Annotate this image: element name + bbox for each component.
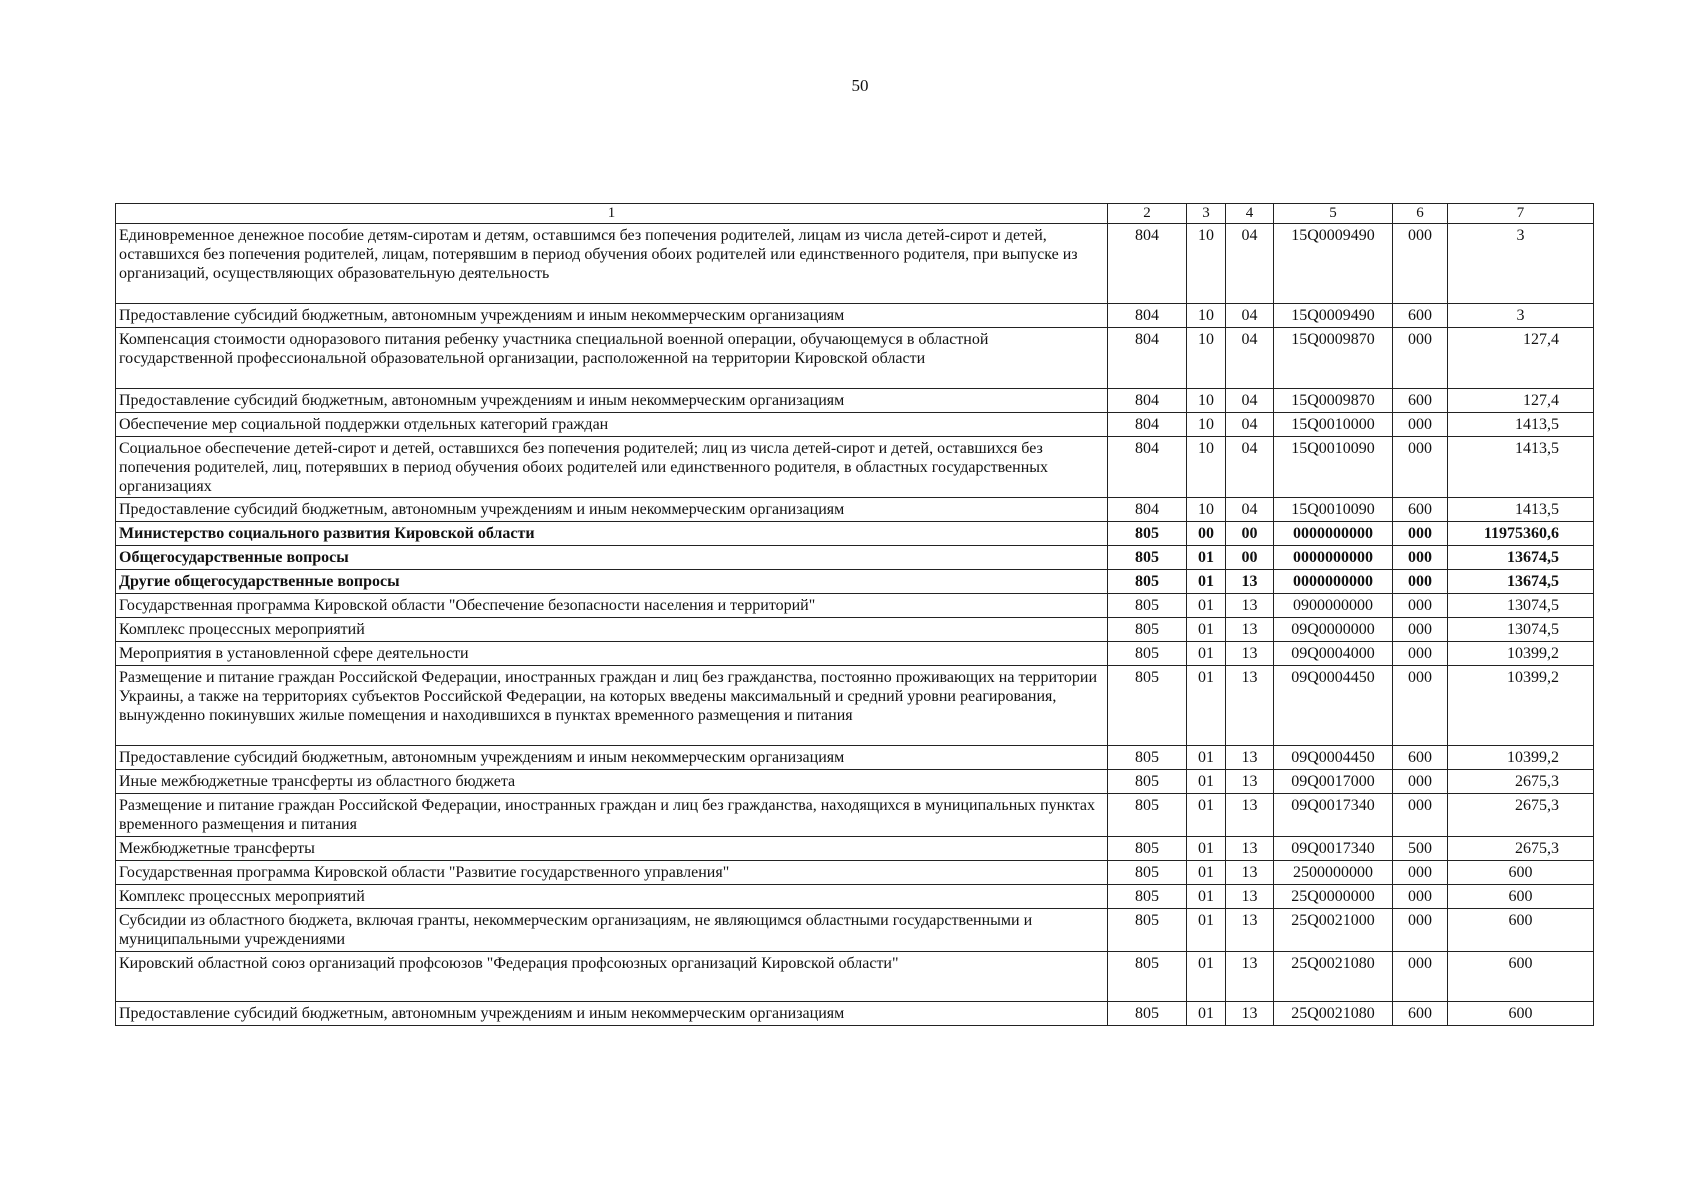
cell-subsection-code: 13 — [1226, 666, 1274, 746]
cell-ministry-code: 804 — [1108, 304, 1187, 328]
cell-expense-type: 000 — [1393, 570, 1448, 594]
cell-ministry-code: 805 — [1108, 1002, 1187, 1026]
cell-target-article: 09Q0017340 — [1274, 837, 1393, 861]
row-name-cell: Предоставление субсидий бюджетным, автономным учреждениям и иным некоммерческим организациям — [116, 746, 1108, 770]
cell-target-article: 15Q0009490 — [1274, 304, 1393, 328]
row-name-cell: Министерство социального развития Кировской области — [116, 522, 1108, 546]
cell-amount: 600 — [1448, 885, 1594, 909]
cell-target-article: 09Q0000000 — [1274, 618, 1393, 642]
cell-ministry-code: 804 — [1108, 437, 1187, 498]
cell-ministry-code: 805 — [1108, 952, 1187, 1002]
cell-amount: 10399,2 — [1448, 746, 1594, 770]
cell-section-code: 01 — [1187, 885, 1226, 909]
cell-expense-type: 000 — [1393, 618, 1448, 642]
cell-section-code: 01 — [1187, 618, 1226, 642]
cell-target-article: 25Q0021080 — [1274, 1002, 1393, 1026]
row-name-cell: Комплекс процессных мероприятий — [116, 618, 1108, 642]
cell-section-code: 10 — [1187, 413, 1226, 437]
cell-section-code: 01 — [1187, 570, 1226, 594]
row-name-cell: Предоставление субсидий бюджетным, автономным учреждениям и иным некоммерческим организациям — [116, 498, 1108, 522]
cell-section-code: 01 — [1187, 837, 1226, 861]
cell-expense-type: 000 — [1393, 909, 1448, 952]
cell-amount: 13074,5 — [1448, 594, 1594, 618]
cell-expense-type: 000 — [1393, 437, 1448, 498]
cell-target-article: 09Q0004450 — [1274, 746, 1393, 770]
table-row — [116, 498, 1594, 522]
table-row — [116, 437, 1594, 498]
table-row — [116, 642, 1594, 666]
row-name-cell: Предоставление субсидий бюджетным, автономным учреждениям и иным некоммерческим организациям — [116, 1002, 1108, 1026]
cell-subsection-code: 13 — [1226, 885, 1274, 909]
cell-subsection-code: 04 — [1226, 328, 1274, 389]
cell-amount: 1413,5 — [1448, 437, 1594, 498]
header-col-3: 3 — [1187, 204, 1226, 224]
cell-ministry-code: 804 — [1108, 389, 1187, 413]
cell-expense-type: 600 — [1393, 746, 1448, 770]
cell-amount: 11975360,6 — [1448, 522, 1594, 546]
cell-ministry-code: 804 — [1108, 498, 1187, 522]
cell-ministry-code: 805 — [1108, 909, 1187, 952]
cell-subsection-code: 04 — [1226, 224, 1274, 304]
cell-expense-type: 000 — [1393, 770, 1448, 794]
cell-subsection-code: 04 — [1226, 389, 1274, 413]
row-name-cell: Иные межбюджетные трансферты из областного бюджета — [116, 770, 1108, 794]
cell-expense-type: 000 — [1393, 952, 1448, 1002]
header-col-1: 1 — [116, 204, 1108, 224]
table-row — [116, 861, 1594, 885]
row-name-cell: Кировский областной союз организаций профсоюзов "Федерация профсоюзных организаций Кировской области" — [116, 952, 1108, 1002]
header-col-2: 2 — [1108, 204, 1187, 224]
cell-expense-type: 000 — [1393, 328, 1448, 389]
cell-target-article: 0000000000 — [1274, 522, 1393, 546]
table-row — [116, 328, 1594, 389]
cell-expense-type: 000 — [1393, 861, 1448, 885]
header-col-5: 5 — [1274, 204, 1393, 224]
cell-expense-type: 000 — [1393, 413, 1448, 437]
cell-section-code: 01 — [1187, 1002, 1226, 1026]
row-name-cell: Другие общегосударственные вопросы — [116, 570, 1108, 594]
cell-target-article: 0900000000 — [1274, 594, 1393, 618]
cell-amount: 127,4 — [1448, 389, 1594, 413]
cell-subsection-code: 13 — [1226, 861, 1274, 885]
cell-subsection-code: 13 — [1226, 570, 1274, 594]
cell-expense-type: 600 — [1393, 304, 1448, 328]
cell-expense-type: 000 — [1393, 885, 1448, 909]
cell-section-code: 01 — [1187, 666, 1226, 746]
row-name-cell: Компенсация стоимости одноразового питания ребенку участника специальной военной операции, обучающемуся в областной государственной профессиональной образовательной организации, расположенной на территории Кировской области — [116, 328, 1108, 389]
table-row — [116, 413, 1594, 437]
cell-amount: 10399,2 — [1448, 666, 1594, 746]
cell-section-code: 01 — [1187, 746, 1226, 770]
cell-target-article: 09Q0004450 — [1274, 666, 1393, 746]
cell-amount: 3 — [1448, 304, 1594, 328]
table-body — [116, 224, 1594, 1026]
cell-amount: 1413,5 — [1448, 498, 1594, 522]
cell-ministry-code: 805 — [1108, 618, 1187, 642]
header-row — [116, 204, 1594, 224]
cell-target-article: 15Q0009870 — [1274, 389, 1393, 413]
cell-subsection-code: 04 — [1226, 413, 1274, 437]
cell-ministry-code: 805 — [1108, 861, 1187, 885]
cell-amount: 600 — [1448, 952, 1594, 1002]
cell-amount: 1413,5 — [1448, 413, 1594, 437]
cell-target-article: 09Q0004000 — [1274, 642, 1393, 666]
row-name-cell: Государственная программа Кировской области "Развитие государственного управления" — [116, 861, 1108, 885]
table-row — [116, 224, 1594, 304]
row-name-cell: Единовременное денежное пособие детям-сиротам и детям, оставшимся без попечения родителей, лицам из числа детей-сирот и детей, оставшихся без попечения родителей, лицам, потерявшим в период обучения обоих родителей или единственного родителя, при выпуске из организаций, осуществляющих образовательную деятельность — [116, 224, 1108, 304]
cell-target-article: 25Q0021080 — [1274, 952, 1393, 1002]
cell-section-code: 01 — [1187, 594, 1226, 618]
table-row — [116, 746, 1594, 770]
cell-section-code: 00 — [1187, 522, 1226, 546]
cell-subsection-code: 04 — [1226, 498, 1274, 522]
cell-subsection-code: 04 — [1226, 437, 1274, 498]
cell-ministry-code: 804 — [1108, 224, 1187, 304]
cell-target-article: 15Q0010000 — [1274, 413, 1393, 437]
cell-section-code: 10 — [1187, 328, 1226, 389]
cell-subsection-code: 13 — [1226, 952, 1274, 1002]
row-name-cell: Размещение и питание граждан Российской Федерации, иностранных граждан и лиц без гражданства, постоянно проживающих на территории Украины, а также на территориях субъектов Российской Федерации, на которых введены максимальный и средний уровни реагирования, вынужденно покинувших жилые помещения и находившихся в пунктах временного размещения и питания — [116, 666, 1108, 746]
table-row — [116, 546, 1594, 570]
cell-expense-type: 000 — [1393, 522, 1448, 546]
cell-subsection-code: 13 — [1226, 770, 1274, 794]
cell-section-code: 01 — [1187, 909, 1226, 952]
cell-target-article: 15Q0009490 — [1274, 224, 1393, 304]
header-col-7: 7 — [1448, 204, 1594, 224]
cell-ministry-code: 805 — [1108, 546, 1187, 570]
table-row — [116, 909, 1594, 952]
row-name-cell: Государственная программа Кировской области "Обеспечение безопасности населения и территорий" — [116, 594, 1108, 618]
cell-subsection-code: 13 — [1226, 909, 1274, 952]
cell-subsection-code: 13 — [1226, 837, 1274, 861]
table-row — [116, 770, 1594, 794]
table-row — [116, 1002, 1594, 1026]
row-name-cell: Обеспечение мер социальной поддержки отдельных категорий граждан — [116, 413, 1108, 437]
cell-ministry-code: 805 — [1108, 594, 1187, 618]
cell-ministry-code: 805 — [1108, 885, 1187, 909]
table-row — [116, 389, 1594, 413]
table-row — [116, 952, 1594, 1002]
table-row — [116, 522, 1594, 546]
table-row — [116, 618, 1594, 642]
cell-target-article: 2500000000 — [1274, 861, 1393, 885]
cell-expense-type: 500 — [1393, 837, 1448, 861]
budget-table — [115, 203, 1594, 1026]
cell-ministry-code: 805 — [1108, 794, 1187, 837]
cell-amount: 13674,5 — [1448, 570, 1594, 594]
cell-amount: 600 — [1448, 1002, 1594, 1026]
cell-subsection-code: 00 — [1226, 522, 1274, 546]
cell-subsection-code: 13 — [1226, 746, 1274, 770]
cell-section-code: 01 — [1187, 642, 1226, 666]
cell-ministry-code: 805 — [1108, 522, 1187, 546]
cell-section-code: 10 — [1187, 437, 1226, 498]
cell-expense-type: 000 — [1393, 594, 1448, 618]
cell-section-code: 10 — [1187, 389, 1226, 413]
cell-amount: 2675,3 — [1448, 770, 1594, 794]
cell-amount: 13674,5 — [1448, 546, 1594, 570]
cell-section-code: 01 — [1187, 770, 1226, 794]
cell-amount: 3 — [1448, 224, 1594, 304]
cell-target-article: 15Q0009870 — [1274, 328, 1393, 389]
row-name-cell: Мероприятия в установленной сфере деятельности — [116, 642, 1108, 666]
cell-amount: 2675,3 — [1448, 794, 1594, 837]
cell-subsection-code: 04 — [1226, 304, 1274, 328]
cell-expense-type: 600 — [1393, 498, 1448, 522]
cell-amount: 2675,3 — [1448, 837, 1594, 861]
cell-ministry-code: 804 — [1108, 413, 1187, 437]
row-name-cell: Предоставление субсидий бюджетным, автономным учреждениям и иным некоммерческим организациям — [116, 304, 1108, 328]
row-name-cell: Комплекс процессных мероприятий — [116, 885, 1108, 909]
cell-subsection-code: 13 — [1226, 618, 1274, 642]
cell-target-article: 09Q0017000 — [1274, 770, 1393, 794]
cell-expense-type: 000 — [1393, 546, 1448, 570]
cell-amount: 600 — [1448, 909, 1594, 952]
row-name-cell: Общегосударственные вопросы — [116, 546, 1108, 570]
row-name-cell: Размещение и питание граждан Российской Федерации, иностранных граждан и лиц без гражданства, находящихся в муниципальных пунктах временного размещения и питания — [116, 794, 1108, 837]
cell-target-article: 0000000000 — [1274, 570, 1393, 594]
table-row — [116, 885, 1594, 909]
page-number: 50 — [851, 76, 869, 95]
cell-ministry-code: 804 — [1108, 328, 1187, 389]
cell-amount: 127,4 — [1448, 328, 1594, 389]
table-row — [116, 594, 1594, 618]
cell-section-code: 10 — [1187, 498, 1226, 522]
cell-subsection-code: 13 — [1226, 642, 1274, 666]
cell-ministry-code: 805 — [1108, 666, 1187, 746]
cell-ministry-code: 805 — [1108, 746, 1187, 770]
cell-target-article: 15Q0010090 — [1274, 498, 1393, 522]
cell-subsection-code: 00 — [1226, 546, 1274, 570]
row-name-cell: Социальное обеспечение детей-сирот и детей, оставшихся без попечения родителей; лиц из числа детей-сирот и детей, оставшихся без попечения родителей, лиц, потерявших в период обучения обоих родителей или единственного родителя, в областных государственных организациях — [116, 437, 1108, 498]
table-row — [116, 304, 1594, 328]
row-name-cell: Межбюджетные трансферты — [116, 837, 1108, 861]
cell-ministry-code: 805 — [1108, 642, 1187, 666]
cell-expense-type: 600 — [1393, 1002, 1448, 1026]
cell-target-article: 0000000000 — [1274, 546, 1393, 570]
cell-section-code: 01 — [1187, 861, 1226, 885]
table-row — [116, 794, 1594, 837]
row-name-cell: Предоставление субсидий бюджетным, автономным учреждениям и иным некоммерческим организациям — [116, 389, 1108, 413]
cell-section-code: 01 — [1187, 546, 1226, 570]
cell-section-code: 01 — [1187, 952, 1226, 1002]
cell-amount: 13074,5 — [1448, 618, 1594, 642]
cell-target-article: 15Q0010090 — [1274, 437, 1393, 498]
cell-target-article: 09Q0017340 — [1274, 794, 1393, 837]
cell-section-code: 01 — [1187, 794, 1226, 837]
cell-target-article: 25Q0021000 — [1274, 909, 1393, 952]
table-row — [116, 666, 1594, 746]
cell-expense-type: 000 — [1393, 642, 1448, 666]
cell-expense-type: 600 — [1393, 389, 1448, 413]
cell-section-code: 10 — [1187, 304, 1226, 328]
cell-ministry-code: 805 — [1108, 837, 1187, 861]
header-col-6: 6 — [1393, 204, 1448, 224]
table-row — [116, 837, 1594, 861]
cell-subsection-code: 13 — [1226, 794, 1274, 837]
cell-subsection-code: 13 — [1226, 1002, 1274, 1026]
cell-expense-type: 000 — [1393, 224, 1448, 304]
header-col-4: 4 — [1226, 204, 1274, 224]
cell-ministry-code: 805 — [1108, 570, 1187, 594]
cell-amount: 600 — [1448, 861, 1594, 885]
table-row — [116, 570, 1594, 594]
cell-expense-type: 000 — [1393, 666, 1448, 746]
cell-amount: 10399,2 — [1448, 642, 1594, 666]
row-name-cell: Субсидии из областного бюджета, включая гранты, некоммерческим организациям, не являющимся областными государственными и муниципальными учреждениями — [116, 909, 1108, 952]
cell-ministry-code: 805 — [1108, 770, 1187, 794]
cell-target-article: 25Q0000000 — [1274, 885, 1393, 909]
cell-subsection-code: 13 — [1226, 594, 1274, 618]
cell-expense-type: 000 — [1393, 794, 1448, 837]
cell-section-code: 10 — [1187, 224, 1226, 304]
